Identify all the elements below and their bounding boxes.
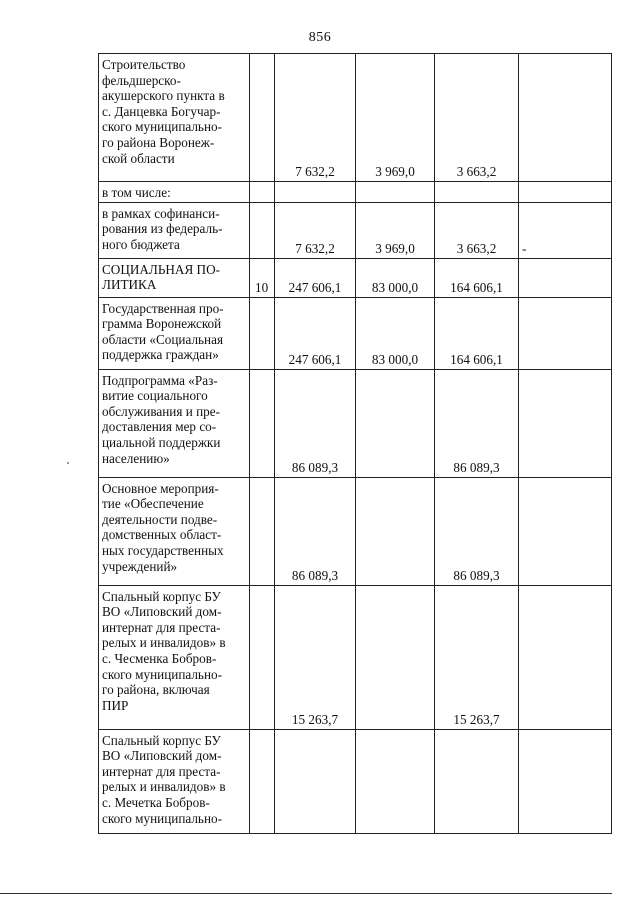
table-row [99, 729, 612, 833]
table-row [99, 54, 612, 182]
section-code [250, 297, 275, 369]
row-name: Спальный корпус БУ ВО «Липовский дом- интернат для преста- релых и инвалидов» в с. Мечетка Бобров- ского муниципально- [102, 732, 226, 826]
value-col2 [356, 729, 435, 833]
value-col2: 83 000,0 [356, 297, 435, 369]
row-name-cell [99, 585, 250, 729]
row-name: Подпрограмма «Раз- витие социального обслуживания и пре- доставления мер со- циальной поддержки населению» [102, 372, 221, 466]
total-value: 7 632,2 [275, 54, 356, 182]
table-row [99, 258, 612, 297]
value-col4 [519, 54, 612, 182]
value-col3: 86 089,3 [435, 477, 519, 585]
row-name-cell [99, 202, 250, 258]
value-col3: 3 663,2 [435, 202, 519, 258]
row-name-cell [99, 477, 250, 585]
value-col2: 83 000,0 [356, 258, 435, 297]
value-col3: 15 263,7 [435, 585, 519, 729]
value-col4 [519, 585, 612, 729]
value-col3 [435, 182, 519, 203]
value-col2 [356, 182, 435, 203]
value-col3: 86 089,3 [435, 369, 519, 477]
value-col4 [519, 182, 612, 203]
value-col3: 164 606,1 [435, 297, 519, 369]
total-value: 7 632,2 [275, 202, 356, 258]
row-name: в том числе: [102, 185, 171, 200]
table-row [99, 369, 612, 477]
page-number: 856 [308, 30, 332, 45]
value-col3 [435, 729, 519, 833]
footer-rule [0, 893, 612, 894]
section-code [250, 729, 275, 833]
value-col2 [356, 369, 435, 477]
row-name-cell [99, 729, 250, 833]
total-value [275, 729, 356, 833]
section-code [250, 369, 275, 477]
total-value: 247 606,1 [275, 297, 356, 369]
value-col2 [356, 585, 435, 729]
value-col4 [519, 258, 612, 297]
total-value [275, 182, 356, 203]
section-code: 10 [250, 258, 275, 297]
value-col4 [519, 729, 612, 833]
section-code [250, 585, 275, 729]
section-code [250, 54, 275, 182]
row-name-cell [99, 258, 250, 297]
value-col3: 3 663,2 [435, 54, 519, 182]
total-value: 15 263,7 [275, 585, 356, 729]
row-name-cell [99, 369, 250, 477]
row-name: в рамках софинанси- рования из федераль- ного бюджета [102, 205, 223, 252]
table-row [99, 585, 612, 729]
row-name: Основное мероприя- тие «Обеспечение деятельности подве- домственных област- ных государственных учреждений» [102, 480, 224, 574]
row-name-cell [99, 54, 250, 182]
row-name-cell [99, 297, 250, 369]
section-code [250, 182, 275, 203]
table-row [99, 297, 612, 369]
row-name-cell [99, 182, 250, 203]
value-col3: 164 606,1 [435, 258, 519, 297]
scan-speck [67, 462, 69, 464]
row-name: СОЦИАЛЬНАЯ ПО- ЛИТИКА [102, 261, 220, 293]
total-value: 86 089,3 [275, 369, 356, 477]
total-value: 247 606,1 [275, 258, 356, 297]
total-value: 86 089,3 [275, 477, 356, 585]
row-name: Спальный корпус БУ ВО «Липовский дом- интернат для преста- релых и инвалидов» в с. Чесменка Бобров- ского муниципально- го района, включая ПИР [102, 588, 226, 713]
row-name: Государственная про- грамма Воронежской области «Социальная поддержка граждан» [102, 300, 224, 363]
table-row [99, 202, 612, 258]
value-col2: 3 969,0 [356, 202, 435, 258]
value-col4: - [519, 202, 612, 258]
value-col4 [519, 369, 612, 477]
value-col4 [519, 297, 612, 369]
section-code [250, 202, 275, 258]
table-row [99, 182, 612, 203]
value-col2 [356, 477, 435, 585]
value-col4 [519, 477, 612, 585]
row-name: Строительство фельдшерско- акушерского пункта в с. Данцевка Богучар- ского муниципально- го района Воронеж- ской области [102, 57, 225, 166]
table-row [99, 477, 612, 585]
value-col2: 3 969,0 [356, 54, 435, 182]
section-code [250, 477, 275, 585]
budget-table [98, 53, 612, 834]
